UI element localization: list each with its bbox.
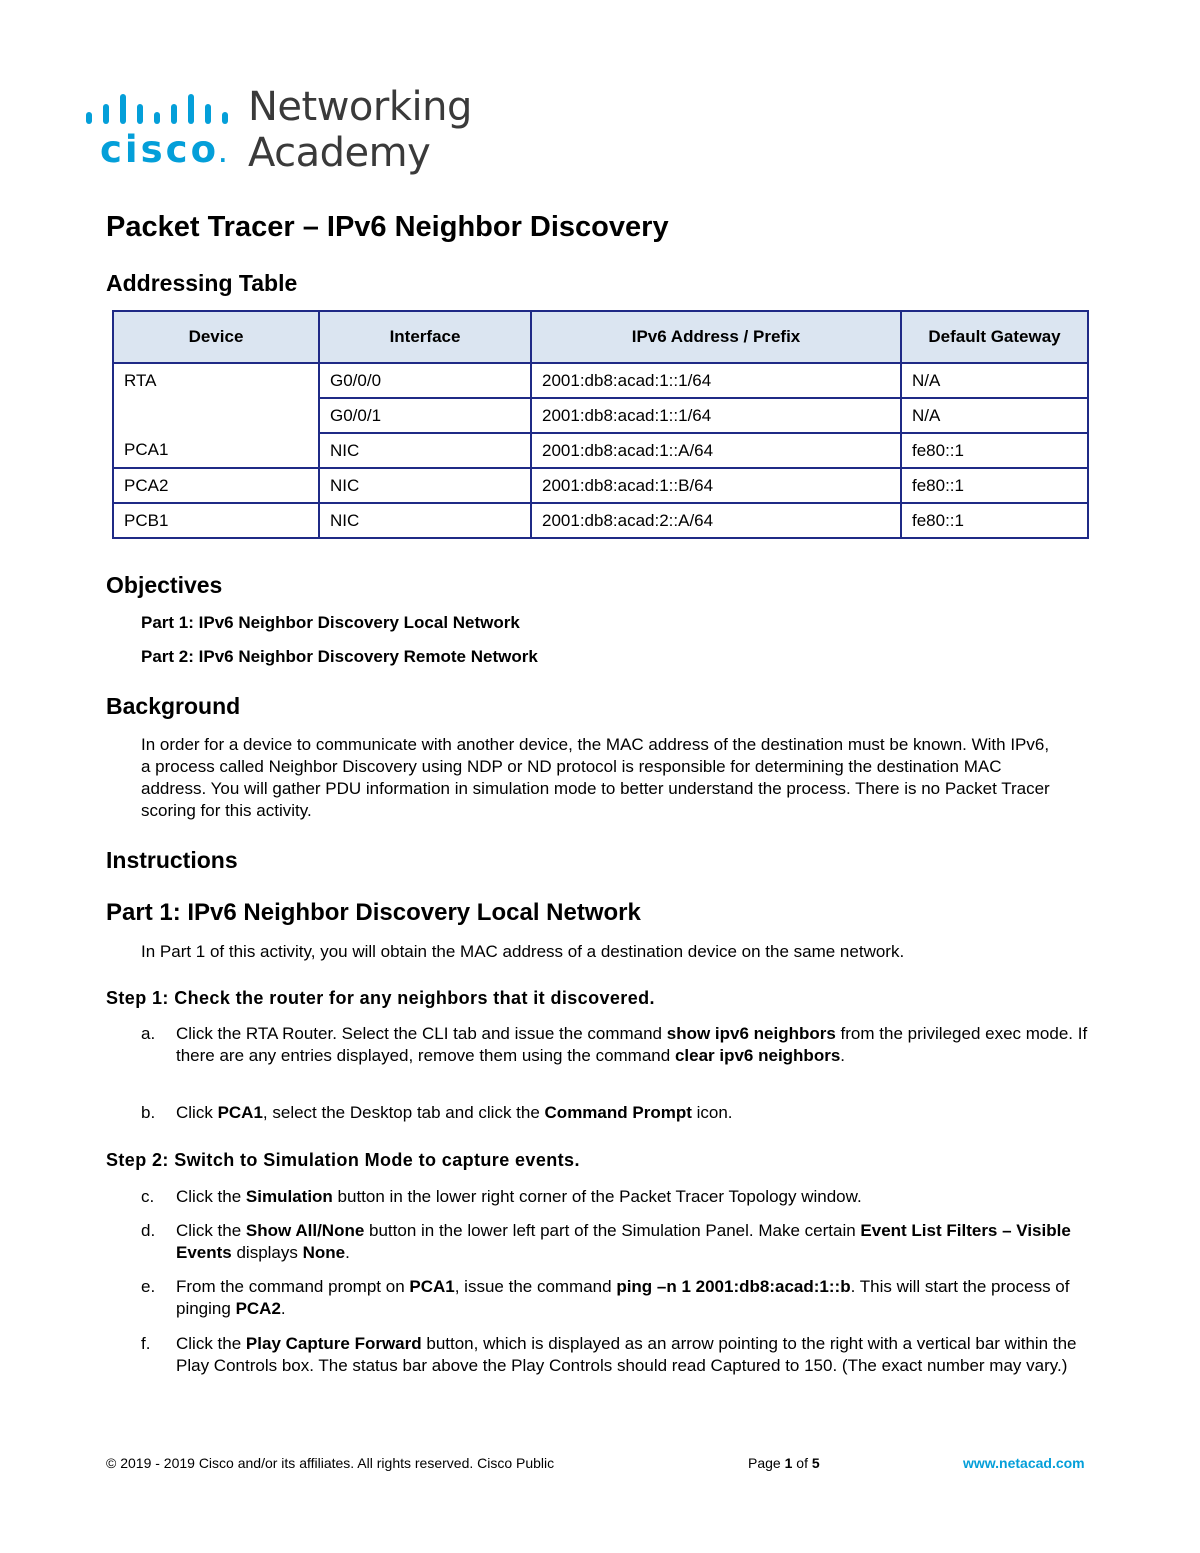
table-cell: 2001:db8:acad:1::1/64 <box>531 363 901 398</box>
table-cell: 2001:db8:acad:1::A/64 <box>531 433 901 468</box>
list-marker: a. <box>141 1024 156 1043</box>
cisco-networking-academy-logo <box>84 86 484 186</box>
background-heading: Background <box>106 693 241 719</box>
table-cell <box>113 398 319 433</box>
addressing-table-heading: Addressing Table <box>106 270 298 296</box>
table-cell: PCA1 <box>113 433 319 468</box>
column-header: Default Gateway <box>901 311 1088 363</box>
objective-item: Part 2: IPv6 Neighbor Discovery Remote Network <box>141 647 538 666</box>
table-cell: 2001:db8:acad:1::B/64 <box>531 468 901 503</box>
column-header: IPv6 Address / Prefix <box>531 311 901 363</box>
step2-heading: Step 2: Switch to Simulation Mode to capture events. <box>106 1150 580 1170</box>
objective-item: Part 1: IPv6 Neighbor Discovery Local Network <box>141 613 520 632</box>
part1-intro: In Part 1 of this activity, you will obtain the MAC address of a destination device on the same network. <box>141 942 905 961</box>
table-header-row <box>113 311 1088 363</box>
list-item <box>141 1102 1091 1124</box>
table-cell: PCA2 <box>113 468 319 503</box>
list-marker: c. <box>141 1187 155 1206</box>
list-item-text: Click the Play Capture Forward button, which is displayed as an arrow pointing to the right with a vertical bar within the Play Controls box. The status bar above the Play Controls should read Captured to 150. (The exact number may vary.) <box>176 1334 1077 1375</box>
table-cell: NIC <box>319 503 531 538</box>
table-row <box>113 398 1088 433</box>
list-marker: b. <box>141 1103 156 1122</box>
cisco-wordmark: cisco . <box>100 128 227 171</box>
footer-page-number: Page 1 of 5 <box>748 1455 820 1471</box>
table-cell: G0/0/0 <box>319 363 531 398</box>
list-item-text: Click the Simulation button in the lower right corner of the Packet Tracer Topology window. <box>176 1187 862 1206</box>
table-row <box>113 363 1088 398</box>
list-item <box>141 1023 1091 1067</box>
footer-copyright: © 2019 - 2019 Cisco and/or its affiliates. All rights reserved. Cisco Public <box>106 1455 555 1471</box>
list-item <box>141 1220 1091 1264</box>
objectives-heading: Objectives <box>106 572 223 598</box>
column-header: Interface <box>319 311 531 363</box>
list-item <box>141 1186 1091 1208</box>
list-item <box>141 1333 1091 1377</box>
column-header: Device <box>113 311 319 363</box>
list-marker: f. <box>141 1334 151 1353</box>
table-cell: G0/0/1 <box>319 398 531 433</box>
table-cell: PCB1 <box>113 503 319 538</box>
table-cell: N/A <box>901 363 1088 398</box>
list-item-text: Click PCA1, select the Desktop tab and click the Command Prompt icon. <box>176 1103 733 1122</box>
footer-url-link[interactable]: www.netacad.com <box>963 1455 1085 1471</box>
list-marker: e. <box>141 1277 156 1296</box>
table-cell: NIC <box>319 468 531 503</box>
cisco-bars-icon <box>84 92 234 128</box>
brand-academy: Academy <box>248 130 431 176</box>
table-cell: fe80::1 <box>901 503 1088 538</box>
part1-heading: Part 1: IPv6 Neighbor Discovery Local Network <box>106 899 641 926</box>
table-cell: 2001:db8:acad:1::1/64 <box>531 398 901 433</box>
table-row <box>113 468 1088 503</box>
table-cell: NIC <box>319 433 531 468</box>
table-cell: fe80::1 <box>901 468 1088 503</box>
brand-networking: Networking <box>248 84 472 130</box>
table-cell: RTA <box>113 363 319 398</box>
table-row <box>113 433 1088 468</box>
addressing-table <box>112 310 1089 539</box>
list-item-text: Click the Show All/None button in the lower left part of the Simulation Panel. Make certain Event List Filters – Visible Events displays None. <box>176 1221 1071 1262</box>
background-text: In order for a device to communicate with another device, the MAC address of the destination must be known. With IPv6, a process called Neighbor Discovery using NDP or ND protocol is responsible for determining the destination MAC address. You will gather PDU information in simulation mode to better understand the process. There is no Packet Tracer scoring for this activity. <box>141 735 1050 820</box>
step1-heading: Step 1: Check the router for any neighbors that it discovered. <box>106 988 655 1008</box>
list-item <box>141 1276 1091 1320</box>
document-title: Packet Tracer – IPv6 Neighbor Discovery <box>106 211 669 243</box>
list-item-text: Click the RTA Router. Select the CLI tab and issue the command show ipv6 neighbors from the privileged exec mode. If there are any entries displayed, remove them using the command clear ipv6 neighbors. <box>176 1024 1088 1065</box>
list-marker: d. <box>141 1221 156 1240</box>
table-cell: fe80::1 <box>901 433 1088 468</box>
table-row <box>113 503 1088 538</box>
instructions-heading: Instructions <box>106 847 238 873</box>
list-item-text: From the command prompt on PCA1, issue the command ping –n 1 2001:db8:acad:1::b. This will start the process of pinging PCA2. <box>176 1277 1070 1318</box>
table-cell: 2001:db8:acad:2::A/64 <box>531 503 901 538</box>
table-cell: N/A <box>901 398 1088 433</box>
